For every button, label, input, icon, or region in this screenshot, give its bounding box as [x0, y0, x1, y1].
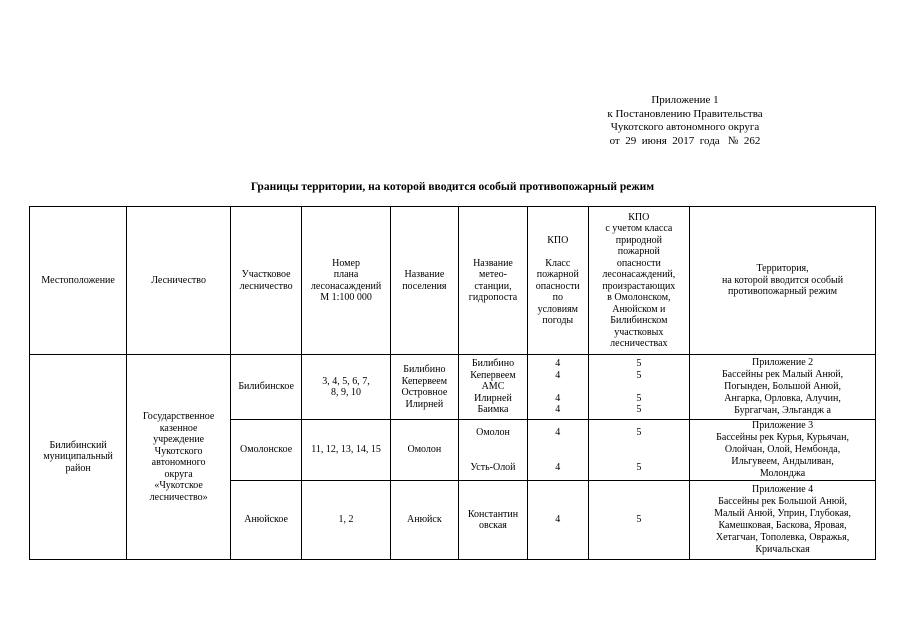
cell-settlement: Анюйск	[390, 481, 458, 560]
header-district-forestry: Участковое лесничество	[230, 207, 301, 355]
cell-plan: 3, 4, 5, 6, 7, 8, 9, 10	[302, 355, 391, 420]
header-kpo: КПО Класс пожарной опасности по условиям погоды	[528, 207, 589, 355]
cell-kpo: 4	[528, 481, 589, 560]
cell-location: Билибинский муниципальный район	[30, 355, 127, 560]
cell-settlement: Омолон	[390, 420, 458, 481]
header-station: Название метео- станции, гидропоста	[458, 207, 527, 355]
header-location: Местоположение	[30, 207, 127, 355]
appendix-header	[560, 94, 810, 148]
cell-plan: 11, 12, 13, 14, 15	[302, 420, 391, 481]
cell-station: Омолон Усть-Олой	[458, 420, 527, 481]
cell-station: Константин овская	[458, 481, 527, 560]
table-header-row	[30, 207, 876, 355]
cell-kpo-natural: 5 5 5 5	[588, 355, 690, 420]
cell-settlement: Билибино Кепервеем Островное Илирней	[390, 355, 458, 420]
cell-territory: Приложение 3 Бассейны рек Курья, Курьячан, Олойчан, Олой, Нембонда, Ильгувеем, Андыливан, Молонджа	[690, 420, 876, 481]
cell-plan: 1, 2	[302, 481, 391, 560]
cell-kpo-natural: 5 5	[588, 420, 690, 481]
table-row	[30, 355, 876, 420]
cell-kpo: 4 4	[528, 420, 589, 481]
fire-regime-table	[29, 206, 876, 560]
header-settlement: Название поселения	[390, 207, 458, 355]
header-forestry: Лесничество	[127, 207, 231, 355]
document-title: Границы территории, на которой вводится особый противопожарный режим	[250, 181, 655, 193]
cell-station: Билибино Кепервеем АМС Илирней Баимка	[458, 355, 527, 420]
header-territory: Территория, на которой вводится особый противопожарный режим	[690, 207, 876, 355]
appendix-line-4: от 29 июня 2017 года № 262	[609, 134, 761, 147]
appendix-line-3: Чукотского автономного округа	[610, 121, 760, 133]
cell-territory: Приложение 2 Бассейны рек Малый Анюй, Погынден, Большой Анюй, Ангарка, Орловка, Алучин, Бургагчан, Эльгандж а	[690, 355, 876, 420]
header-kpo-natural: КПО с учетом класса природной пожарной опасности лесонасаждений, произрастающих в Омолонском, Анюйском и Билибинском участковых лесничествах	[588, 207, 690, 355]
appendix-line-1: Приложение 1	[651, 94, 719, 106]
cell-kpo: 4 4 4 4	[528, 355, 589, 420]
cell-territory: Приложение 4 Бассейны рек Большой Анюй, Малый Анюй, Уприн, Глубокая, Камешковая, Баскова, Яровая, Хетагчан, Тополевка, Овражья, Кричальская	[690, 481, 876, 560]
cell-forestry: Государственное казенное учреждение Чукотского автономного округа «Чукотское лесничество»	[127, 355, 231, 560]
header-plan-number: Номер плана лесонасаждений М 1:100 000	[302, 207, 391, 355]
cell-district: Анюйское	[230, 481, 301, 560]
cell-district: Билибинское	[230, 355, 301, 420]
cell-district: Омолонское	[230, 420, 301, 481]
appendix-line-2: к Постановлению Правительства	[607, 107, 763, 120]
cell-kpo-natural: 5	[588, 481, 690, 560]
